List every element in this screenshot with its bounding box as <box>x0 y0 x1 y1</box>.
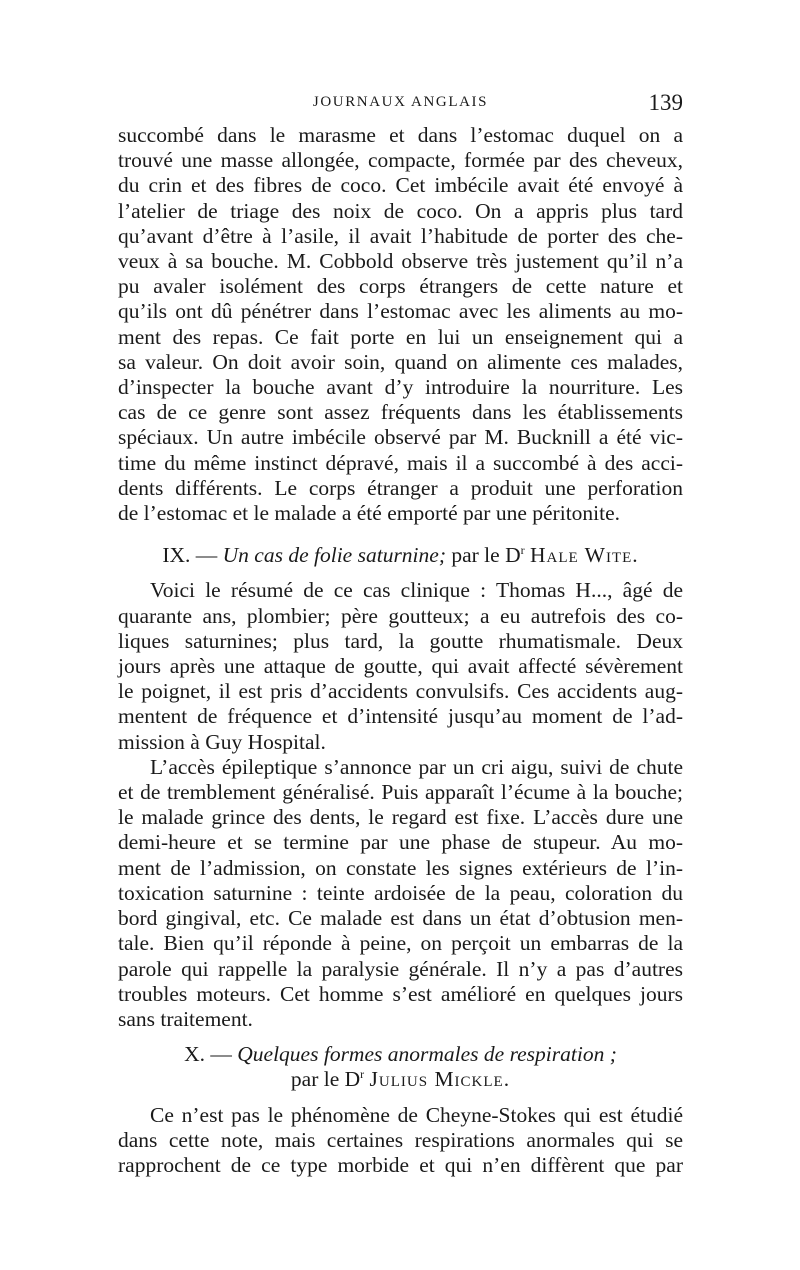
section-heading-line-2 <box>118 1067 683 1092</box>
text-line: l’atelier de triage des noix de coco. On a appris plus tard <box>118 198 683 223</box>
text-line: cas de ce genre sont assez fréquents dans les établissements <box>118 400 683 425</box>
section-heading-x <box>118 1042 683 1092</box>
text-line: quarante ans, plombier; père goutteux; a eu autrefois des co- <box>118 603 683 628</box>
doctor-superscript: r <box>360 1067 365 1082</box>
section-heading-ix <box>118 543 683 568</box>
text-line: de l’estomac et le malade a été emporté par une péritonite. <box>118 501 621 526</box>
text-line: du crin et des fibres de coco. Cet imbécile avait été envoyé à <box>118 173 683 198</box>
section-author: Julius Mickle. <box>369 1067 511 1092</box>
text-line: veux à sa bouche. M. Cobbold observe très justement qu’il n’a <box>118 249 683 274</box>
text-line: mission à Guy Hospital. <box>118 729 326 754</box>
text-line: L’accès épileptique s’annonce par un cri aigu, suivi de chute <box>150 754 683 779</box>
text-line: demi-heure et se termine par une phase de stupeur. Au mo- <box>118 830 683 855</box>
text-line: ment des repas. Ce fait porte en lui un enseignement qui a <box>118 324 683 349</box>
paragraph <box>118 1103 683 1179</box>
text-line: d’inspecter la bouche avant d’y introduire la nourriture. Les <box>118 375 683 400</box>
text-line: trouvé une masse allongée, compacte, formée par des cheveux, <box>118 148 683 173</box>
text-line: spéciaux. Un autre imbécile observé par M. Bucknill a été vic- <box>118 425 683 450</box>
text-line: qu’avant d’être à l’asile, il avait l’habitude de porter des che- <box>118 223 683 248</box>
text-line: et de tremblement généralisé. Puis apparaît l’écume à la bouche; <box>118 780 683 805</box>
text-line: Ce n’est pas le phénomène de Cheyne-Stokes qui est étudié <box>150 1102 683 1127</box>
text-line: ment de l’admission, on constate les signes extérieurs de l’in- <box>118 855 683 880</box>
text-line: parole qui rappelle la paralysie générale. Il n’y a pas d’autres <box>118 956 683 981</box>
text-line: time du même instinct dépravé, mais il a succombé à des acci- <box>118 450 683 475</box>
text-line: liques saturnines; plus tard, la goutte rhumatismale. Deux <box>118 628 683 653</box>
section-number: IX. — <box>162 543 218 568</box>
section-title: Un cas de folie saturnine; <box>222 543 446 568</box>
text-line: dans cette note, mais certaines respirations anormales qui se <box>118 1127 683 1152</box>
body-text <box>118 123 683 1178</box>
text-line: troubles moteurs. Cet homme s’est amélioré en quelques jours <box>118 981 683 1006</box>
paragraph-continued <box>118 123 683 526</box>
section-number: X. — <box>184 1042 232 1067</box>
doctor-superscript: r <box>520 543 525 558</box>
paragraph <box>118 578 683 754</box>
text-line: Voici le résumé de ce cas clinique : Thomas H..., âgé de <box>150 578 683 603</box>
text-line: qu’ils ont dû pénétrer dans l’estomac avec les aliments au mo- <box>118 299 683 324</box>
section-by: par le D <box>290 1067 361 1092</box>
text-line: sans traitement. <box>118 1006 253 1031</box>
section-heading-line-1 <box>118 1042 683 1067</box>
text-line: rapprochent de ce type morbide et qui n’en diffèrent que par <box>118 1152 683 1177</box>
paragraph <box>118 755 683 1032</box>
running-head <box>118 90 683 124</box>
text-line: tale. Bien qu’il réponde à peine, on perçoit un embarras de la <box>118 931 683 956</box>
text-line: sa valeur. On doit avoir soin, quand on alimente ces malades, <box>118 349 683 374</box>
text-line: mentent de fréquence et d’intensité jusqu’au moment de l’ad- <box>118 704 683 729</box>
section-author: Hale Wite. <box>529 543 639 568</box>
text-line: toxication saturnine : teinte ardoisée de la peau, coloration du <box>118 880 683 905</box>
section-by: par le D <box>451 543 521 568</box>
page-number: 139 <box>648 90 683 115</box>
text-line: dents différents. Le corps étranger a produit une perforation <box>118 475 683 500</box>
text-line: le poignet, il est pris d’accidents convulsifs. Ces accidents aug- <box>118 679 683 704</box>
text-line: jours après une attaque de goutte, qui avait affecté sévèrement <box>118 654 683 679</box>
running-title: JOURNAUX ANGLAIS <box>312 94 489 110</box>
text-line: le malade grince des dents, le regard est fixe. L’accès dure une <box>118 805 683 830</box>
text-line: pu avaler isolément des corps étrangers de cette nature et <box>118 274 683 299</box>
text-line: succombé dans le marasme et dans l’estomac duquel on a <box>118 123 683 147</box>
section-title: Quelques formes anormales de respiration ; <box>237 1042 617 1067</box>
text-line: bord gingival, etc. Ce malade est dans un état d’obtusion men- <box>118 906 683 931</box>
